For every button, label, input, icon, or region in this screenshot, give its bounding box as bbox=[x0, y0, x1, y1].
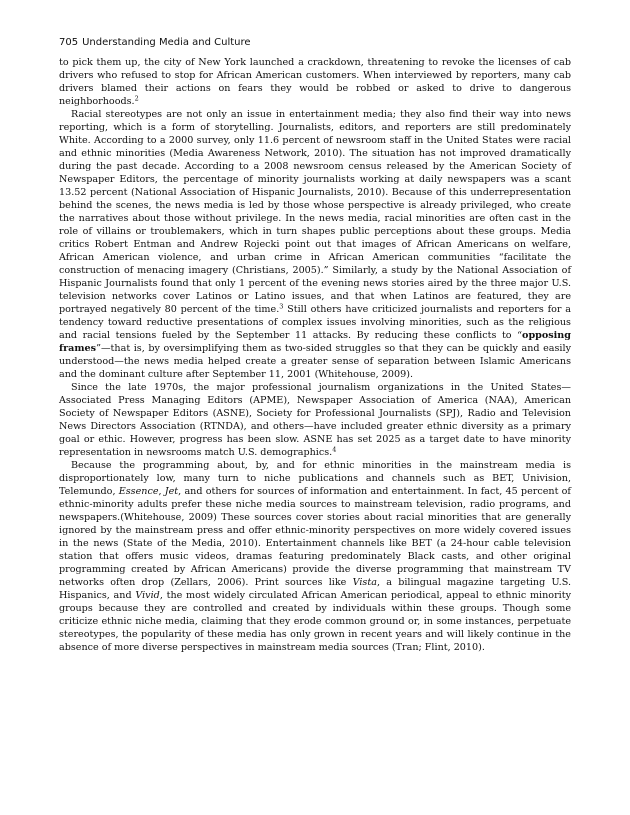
footnote-ref-2: 2 bbox=[134, 94, 139, 103]
page bbox=[59, 36, 571, 654]
title-essence: Essence bbox=[118, 486, 159, 497]
paragraph-1-text: to pick them up, the city of New York launched a crackdown, threatening to revoke the licenses of cab drivers who refused to stop for African American customers. When interviewed by reporters, many cab drivers blamed their actions on fears they would be robbed or asked to drive to dangerous neighborhoods. bbox=[59, 57, 571, 107]
paragraph-4 bbox=[59, 459, 571, 654]
paragraph-4-text-a: Because the programming about, by, and for ethnic minorities in the mainstream media is disproportionately low, many turn to niche publications and channels such as BET, Univision, Telemundo, bbox=[59, 460, 571, 497]
paragraph-4-text-c: , a bilingual magazine targeting U.S. Hispanics, and bbox=[59, 577, 571, 601]
paragraph-4-sep: , bbox=[158, 486, 165, 497]
paragraph-4-text-d: , the most widely circulated African American periodical, appeal to ethnic minority groups because they are controlled and created by individuals within these groups. Though some criticize ethnic niche media, claiming that they erode common ground or, in some instances, perpetuate stereotypes, the popularity of these media has only grown in recent years and will likely continue in the absence of more diverse perspectives in mainstream media sources (Tran; Flint, 2010). bbox=[59, 590, 572, 653]
running-header bbox=[59, 36, 571, 50]
title-vivid: Vivid bbox=[135, 590, 160, 601]
book-title: Understanding Media and Culture bbox=[82, 37, 251, 48]
paragraph-4-text-b: , and others for sources of information and entertainment. In fact, 45 percent of ethnic-minority adults prefer these niche media sources to mainstream television, radio programs, and newspapers.(Whitehouse, 2009) These sources cover stories about racial minorities that are generally ignored by the mainstream press and offer ethnic-minority perspectives on more widely covered issues in the news (State of the Media, 2010). Entertainment channels like BET (a 24-hour cable television station that offers music videos, dramas featuring predominately Black casts, and other original programming created by African Americans) provide the diverse programming that mainstream TV networks often drop (Zellars, 2006). Print sources like bbox=[59, 486, 571, 588]
title-jet: Jet bbox=[164, 486, 179, 497]
paragraph-2-text-a: Racial stereotypes are not only an issue in entertainment media; they also find their way into news reporting, which is a form of storytelling. Journalists, editors, and reporters are still predominately White. According to a 2000 survey, only 11.6 percent of newsroom staff in the United States were racial and ethnic minorities (Media Awareness Network, 2010). The situation has not improved dramatically during the past decade. According to a 2008 newsroom census released by the American Society of Newspaper Editors, the percentage of minority journalists working at daily newspapers was a scant 13.52 percent (National Association of Hispanic Journalists, 2010). Because of this underrepresentation behind the scenes, the news media is led by those whose perspective is already privileged, who create the narratives about those without privilege. In the news media, racial minorities are often cast in the role of villains or troublemakers, which in turn shapes public perceptions about these groups. Media critics Robert Entman and Andrew Rojecki point out that images of African Americans on welfare, African American violence, and urban crime in African American communities “facilitate the construction of menacing imagery (Christians, 2005).” Similarly, a study by the National Association of Hispanic Journalists found that only 1 percent of the evening news stories aired by the three major U.S. television networks cover Latinos or Latino issues, and that when Latinos are featured, they are portrayed negatively 80 percent of the time. bbox=[59, 109, 571, 315]
key-term-opposing-frames: opposing frames bbox=[59, 330, 571, 354]
paragraph-2-text-c: ”—that is, by oversimplifying them as two-sided struggles so that they can be quickly and easily understood—the news media helped create a greater sense of separation between Islamic Americans and the dominant culture after September 11, 2001 (Whitehouse, 2009). bbox=[59, 343, 571, 380]
paragraph-3-text: Since the late 1970s, the major professional journalism organizations in the United States—Associated Press Managing Editors (APME), Newspaper Association of America (NAA), American Society of Newspaper Editors (ASNE), Society for Professional Journalists (SPJ), Radio and Television News Directors Association (RTNDA), and others—have included greater ethnic diversity as a primary goal or ethic. However, progress has been slow. ASNE has set 2025 as a target date to have minority representation in newsrooms match U.S. demographics. bbox=[59, 382, 571, 458]
title-vista: Vista bbox=[352, 577, 377, 588]
footnote-ref-4: 4 bbox=[332, 445, 337, 454]
paragraph-2-text-b: Still others have criticized journalists and reporters for a tendency toward reductive presentations of complex issues involving minorities, such as the religious and racial tensions fueled by the September 11 attacks. By reducing these conflicts to “ bbox=[59, 304, 571, 341]
page-number: 705 bbox=[59, 37, 79, 48]
paragraph-3 bbox=[59, 381, 571, 459]
paragraph-1 bbox=[59, 56, 571, 108]
footnote-ref-3: 3 bbox=[279, 302, 284, 311]
paragraph-2 bbox=[59, 108, 571, 381]
